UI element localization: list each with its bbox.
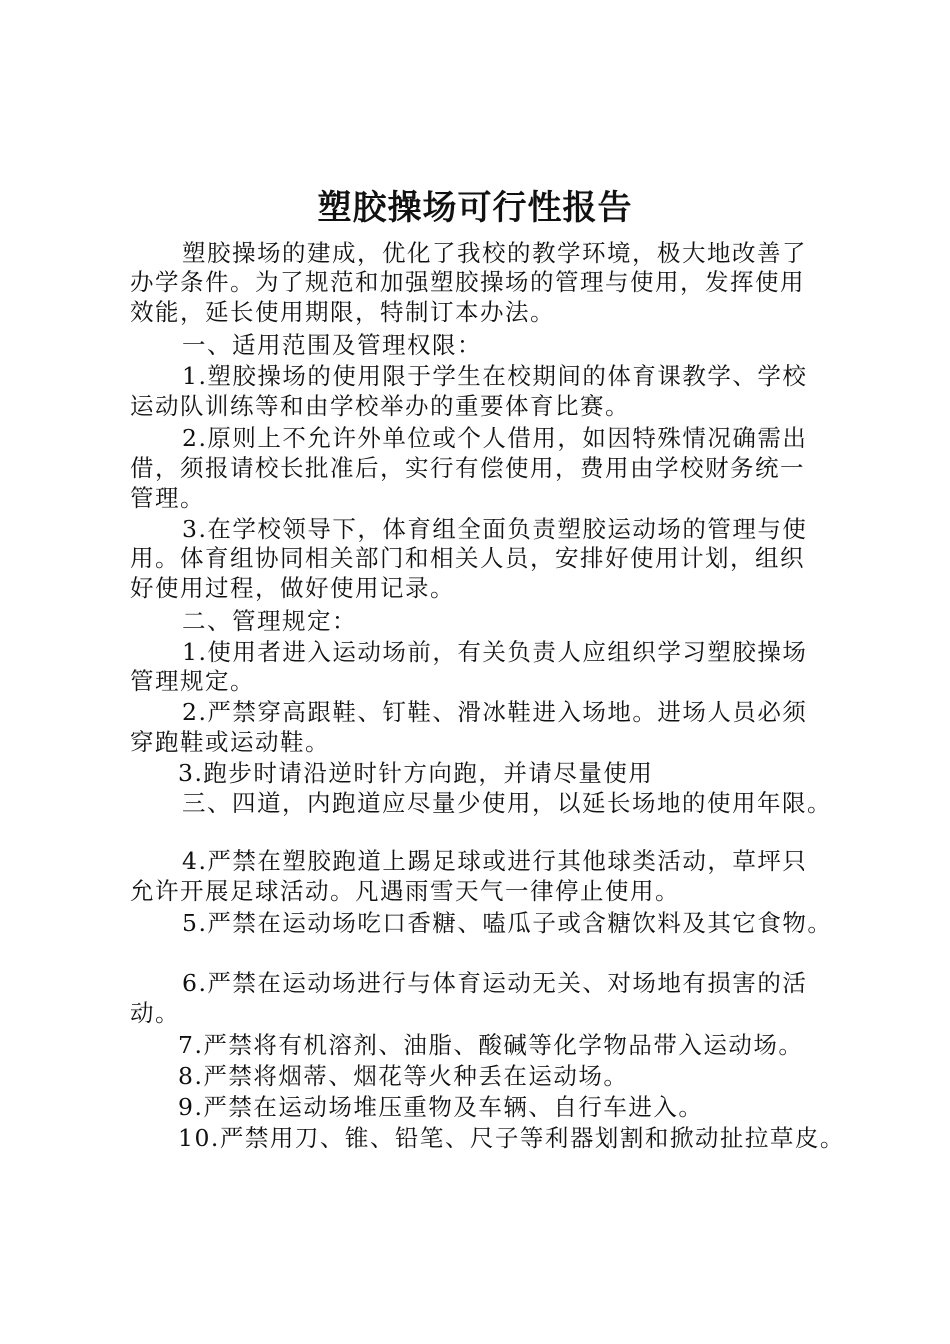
paragraph-line: 7.严禁将有机溶剂、油脂、酸碱等化学物品带入运动场。 <box>178 1031 804 1059</box>
paragraph-line: 塑胶操场的建成，优化了我校的教学环境，极大地改善了 <box>182 239 807 267</box>
paragraph-line: 5.严禁在运动场吃口香糖、嗑瓜子或含糖饮料及其它食物。 <box>182 909 833 937</box>
paragraph-line: 三、四道，内跑道应尽量少使用，以延长场地的使用年限。 <box>182 789 832 817</box>
paragraph-line: 10.严禁用刀、锥、铅笔、尺子等利器划割和掀动扯拉草皮。 <box>178 1124 845 1152</box>
paragraph-line: 好使用过程，做好使用记录。 <box>130 574 455 602</box>
section-heading: 二、管理规定： <box>182 607 357 635</box>
paragraph-line: 效能，延长使用期限，特制订本办法。 <box>130 298 555 326</box>
paragraph-line: 8.严禁将烟蒂、烟花等火种丢在运动场。 <box>178 1062 629 1090</box>
paragraph-line: 穿跑鞋或运动鞋。 <box>130 728 330 756</box>
paragraph-line: 1.塑胶操场的使用限于学生在校期间的体育课教学、学校 <box>182 362 808 390</box>
paragraph-line: 9.严禁在运动场堆压重物及车辆、自行车进入。 <box>178 1093 704 1121</box>
paragraph-line: 管理。 <box>130 484 205 512</box>
paragraph-line: 借，须报请校长批准后，实行有偿使用，费用由学校财务统一 <box>130 454 805 482</box>
paragraph-line: 4.严禁在塑胶跑道上踢足球或进行其他球类活动，草坪只 <box>182 847 808 875</box>
paragraph-line: 2.原则上不允许外单位或个人借用，如因特殊情况确需出 <box>182 424 808 452</box>
paragraph-line: 2.严禁穿高跟鞋、钉鞋、滑冰鞋进入场地。进场人员必须 <box>182 698 808 726</box>
paragraph-line: 用。体育组协同相关部门和相关人员，安排好使用计划，组织 <box>130 544 805 572</box>
document-title: 塑胶操场可行性报告 <box>317 188 633 228</box>
paragraph-line: 6.严禁在运动场进行与体育运动无关、对场地有损害的活 <box>182 969 808 997</box>
paragraph-line: 动。 <box>130 999 180 1027</box>
paragraph-line: 运动队训练等和由学校举办的重要体育比赛。 <box>130 392 630 420</box>
section-heading: 一、适用范围及管理权限： <box>182 331 482 359</box>
paragraph-line: 3.在学校领导下，体育组全面负责塑胶运动场的管理与使 <box>182 515 808 543</box>
paragraph-line: 1.使用者进入运动场前，有关负责人应组织学习塑胶操场 <box>182 638 808 666</box>
paragraph-line: 办学条件。为了规范和加强塑胶操场的管理与使用，发挥使用 <box>130 268 805 296</box>
paragraph-line: 3.跑步时请沿逆时针方向跑，并请尽量使用 <box>178 759 654 787</box>
paragraph-line: 允许开展足球活动。凡遇雨雪天气一律停止使用。 <box>130 877 680 905</box>
paragraph-line: 管理规定。 <box>130 667 255 695</box>
